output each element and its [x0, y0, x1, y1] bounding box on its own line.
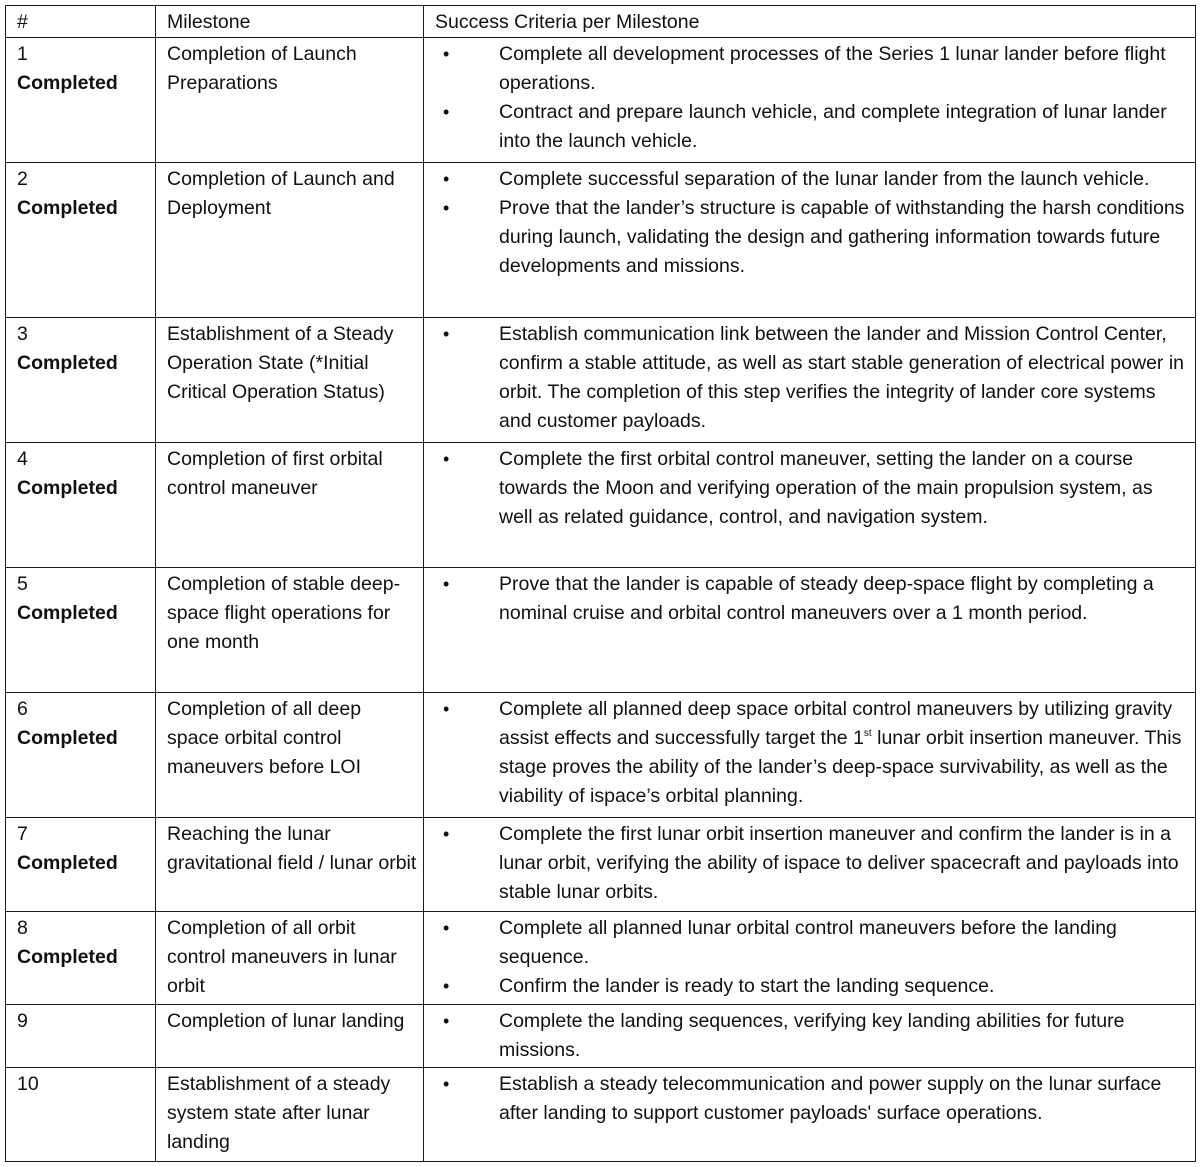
milestone-number-cell: [6, 163, 156, 318]
criteria-list: [435, 820, 1189, 907]
success-criteria-cell: [424, 318, 1196, 443]
milestone-number-cell: [6, 1005, 156, 1068]
criteria-text: Prove that the lander is capable of steady deep-space flight by completing a nominal cruise and orbital control maneuvers over a 1 month period.: [499, 573, 1154, 625]
bullet-icon: •: [443, 975, 450, 996]
criteria-list: [435, 40, 1189, 156]
milestone-name: Establishment of a Steady Operation State (*Initial Critical Operation Status): [156, 318, 424, 443]
criteria-text: Complete the first lunar orbit insertion maneuver and confirm the lander is in a lunar orbit, verifying the ability of ispace to deliver spacecraft and payloads into stable lunar orbits.: [499, 823, 1179, 904]
criteria-item: [435, 570, 1189, 628]
criteria-item: [435, 445, 1189, 532]
success-criteria-cell: [424, 443, 1196, 568]
criteria-item: [435, 1070, 1189, 1128]
milestone-number: 3: [17, 323, 28, 346]
table-row: [6, 443, 1196, 568]
milestone-number: 10: [17, 1073, 39, 1096]
milestone-number: 4: [17, 448, 28, 471]
milestone-number-cell: [6, 443, 156, 568]
criteria-text: Prove that the lander’s structure is capable of withstanding the harsh conditions during launch, validating the design and gathering information towards future developments and missions.: [499, 197, 1185, 277]
milestone-number: 7: [17, 823, 28, 846]
criteria-list: [435, 914, 1189, 1001]
status-label: Completed: [17, 197, 118, 219]
status-label: Completed: [17, 727, 118, 750]
status-label: Completed: [17, 602, 118, 625]
header-milestone: Milestone: [156, 6, 424, 38]
table-row: [6, 1068, 1196, 1162]
milestone-number: 8: [17, 916, 28, 939]
criteria-item: [435, 40, 1189, 98]
milestone-name: Completion of Launch and Deployment: [156, 163, 424, 318]
bullet-icon: •: [443, 324, 450, 345]
milestone-name: Completion of all orbit control maneuvers in lunar orbit: [156, 911, 424, 1004]
milestone-number: 6: [17, 698, 28, 721]
milestone-name: Completion of all deep space orbital control maneuvers before LOI: [156, 693, 424, 818]
criteria-item: [435, 914, 1189, 972]
success-criteria-cell: [424, 568, 1196, 693]
bullet-icon: •: [443, 699, 450, 720]
criteria-item: [435, 1007, 1189, 1065]
criteria-text: Establish communication link between the lander and Mission Control Center, confirm a stable attitude, as well as start stable generation of electrical power in orbit. The completion of this step verifies the integrity of lander core systems and customer payloads.: [499, 323, 1185, 433]
criteria-text: Complete the landing sequences, verifying key landing abilities for future missions.: [499, 1010, 1125, 1062]
criteria-list: [435, 695, 1189, 811]
criteria-text: Complete successful separation of the lunar lander from the launch vehicle.: [499, 168, 1150, 190]
table-row: [6, 911, 1196, 1004]
milestone-number-cell: [6, 1068, 156, 1162]
status-label: Completed: [17, 72, 118, 94]
bullet-icon: •: [443, 102, 450, 122]
bullet-icon: •: [443, 574, 450, 595]
milestone-number: 1: [17, 43, 28, 65]
bullet-icon: •: [443, 1074, 450, 1095]
criteria-list: [435, 165, 1189, 281]
criteria-item: [435, 820, 1189, 907]
bullet-icon: •: [443, 824, 450, 845]
milestone-number: 2: [17, 168, 28, 190]
table-row: [6, 38, 1196, 163]
table-body: [6, 38, 1196, 1162]
status-label: Completed: [17, 852, 118, 875]
status-label: Completed: [17, 945, 118, 968]
criteria-text: Contract and prepare launch vehicle, and complete integration of lunar lander into the launch vehicle.: [499, 101, 1167, 152]
milestone-number: 5: [17, 573, 28, 596]
table-header-row: [6, 6, 1196, 38]
milestone-number-cell: [6, 911, 156, 1004]
bullet-icon: •: [443, 1011, 450, 1032]
success-criteria-cell: [424, 818, 1196, 911]
criteria-text: Establish a steady telecommunication and power supply on the lunar surface after landing to support customer payloads' surface operations.: [499, 1073, 1162, 1125]
header-success-criteria: Success Criteria per Milestone: [424, 6, 1196, 38]
success-criteria-cell: [424, 163, 1196, 318]
criteria-item: [435, 98, 1189, 156]
criteria-text: Complete the first orbital control maneuver, setting the lander on a course towards the Moon and verifying operation of the main propulsion system, as well as related guidance, control, and navigation system.: [499, 448, 1153, 529]
bullet-icon: •: [443, 198, 450, 218]
milestone-name: Reaching the lunar gravitational field / lunar orbit: [156, 818, 424, 911]
success-criteria-cell: [424, 1068, 1196, 1162]
milestone-number-cell: [6, 568, 156, 693]
bullet-icon: •: [443, 169, 450, 189]
milestone-name: Establishment of a steady system state after lunar landing: [156, 1068, 424, 1162]
criteria-list: [435, 320, 1189, 436]
criteria-item: [435, 165, 1189, 194]
bullet-icon: •: [443, 449, 450, 470]
success-criteria-cell: [424, 911, 1196, 1004]
status-label: Completed: [17, 352, 118, 375]
milestone-number-cell: [6, 318, 156, 443]
criteria-item: [435, 972, 1189, 1001]
milestone-number-cell: [6, 38, 156, 163]
header-number: #: [6, 6, 156, 38]
milestone-number-cell: [6, 818, 156, 911]
milestone-name: Completion of stable deep-space flight operations for one month: [156, 568, 424, 693]
criteria-item: [435, 320, 1189, 436]
status-label: Completed: [17, 477, 118, 500]
milestone-number-cell: [6, 693, 156, 818]
table-row: [6, 163, 1196, 318]
table-row: [6, 818, 1196, 911]
success-criteria-cell: [424, 38, 1196, 163]
criteria-list: [435, 570, 1189, 628]
criteria-text: Complete all planned lunar orbital control maneuvers before the landing sequence.: [499, 916, 1117, 968]
table-row: [6, 318, 1196, 443]
success-criteria-cell: [424, 1005, 1196, 1068]
milestone-name: Completion of first orbital control maneuver: [156, 443, 424, 568]
milestone-table: [5, 5, 1196, 1162]
table-row: [6, 568, 1196, 693]
ordinal-suffix: st: [863, 728, 872, 740]
table-row: [6, 1005, 1196, 1068]
criteria-list: [435, 1070, 1189, 1128]
criteria-list: [435, 445, 1189, 532]
criteria-text: Confirm the lander is ready to start the landing sequence.: [499, 974, 995, 997]
criteria-item: [435, 194, 1189, 281]
success-criteria-cell: [424, 693, 1196, 818]
milestone-name: Completion of lunar landing: [156, 1005, 424, 1068]
milestone-number: 9: [17, 1010, 28, 1033]
bullet-icon: •: [443, 917, 450, 938]
milestone-name: Completion of Launch Preparations: [156, 38, 424, 163]
criteria-list: [435, 1007, 1189, 1065]
table-row: [6, 693, 1196, 818]
criteria-text: Complete all development processes of the Series 1 lunar lander before flight operations.: [499, 43, 1166, 94]
bullet-icon: •: [443, 44, 450, 64]
criteria-text: Complete all planned deep space orbital control maneuvers by utilizing gravity assist effects and successfully target the 1st lunar orbit insertion maneuver. This stage proves the ability of the lander’s deep-space survivability, as well as the viability of ispace’s orbital planning.: [499, 698, 1182, 808]
criteria-item: [435, 695, 1189, 811]
